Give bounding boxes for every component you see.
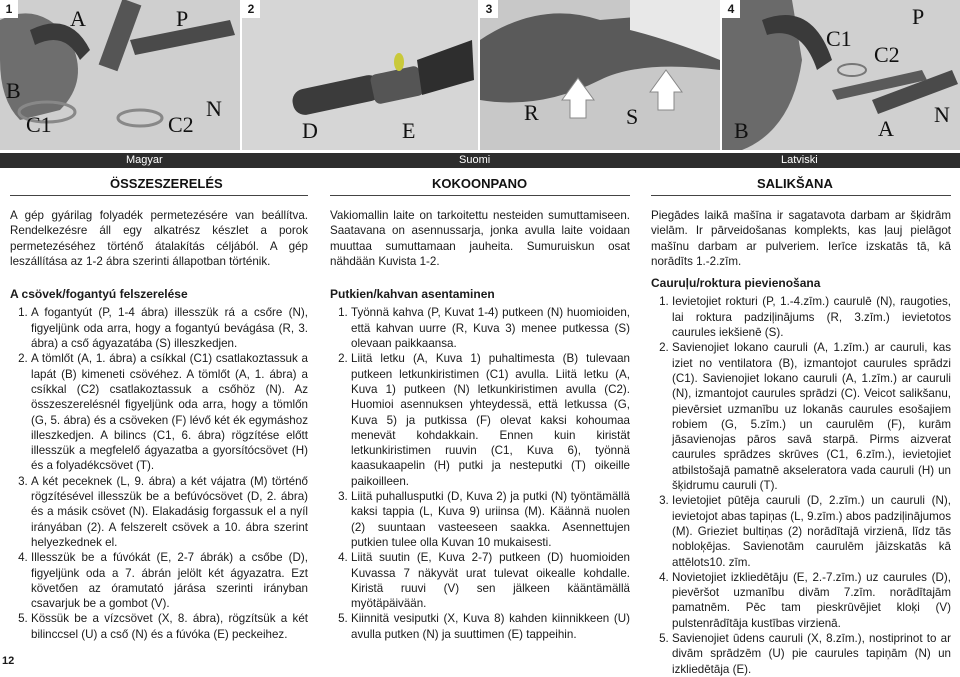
- column-finnish: [330, 208, 630, 642]
- figure-label-s: S: [626, 104, 639, 129]
- title-rule: [10, 195, 308, 196]
- assembly-steps: [330, 305, 630, 642]
- figure-label-c2: C2: [874, 42, 900, 67]
- figure-4-illustration: [722, 0, 960, 150]
- column-latvian: [651, 208, 951, 677]
- step-item: 4. Novietojiet izkliedētāju (E, 2.-7.zīm.) uz caurules (D), pievēršot uzmanību divām 7.zīm. norādītajām pamatnēm. Pēc tam pieskrūvējiet kloķi (V) pulstenrādītāja kustības virzienā.: [672, 570, 951, 631]
- step-item: 1. Työnnä kahva (P, Kuvat 1-4) putkeen (N) huomioiden, että kahvan uurre (R, Kuva 3) menee putkessa (S) olevaan paikkaansa.: [351, 305, 630, 351]
- figure-2-illustration: [242, 0, 478, 150]
- subheading: A csövek/fogantyú felszerelése: [10, 287, 188, 302]
- figure-label-r: R: [524, 100, 539, 125]
- figure-number: 4: [722, 0, 740, 18]
- language-label-latvian: Latviski: [781, 154, 818, 166]
- intro-paragraph: A gép gyárilag folyadék permetezésére van beállítva. Rendelkezésre áll egy alkatrész készlet a porok permetezéséhez történő átalakítás céljából. A gép leszállítása az 1-2 ábra szerinti állapotban történik.: [10, 209, 308, 268]
- figure-label-n: N: [206, 96, 222, 121]
- language-header-bar: [0, 153, 960, 168]
- step-item: 3. Liitä puhallusputki (D, Kuva 2) ja putki (N) työntämällä kaksi tappia (L, Kuva 9) uriinsa (M). Käännä nuolen (2) suuntaan vasteeseen saakka. Asennettujen putkien tulee olla Kuvan 10 mukaisesti.: [351, 489, 630, 550]
- title-rule: [651, 195, 951, 196]
- language-label-finnish: Suomi: [459, 154, 491, 166]
- step-item: 4. Liitä suutin (E, Kuva 2-7) putkeen (D) huomioiden Kuvassa 7 näkyvät urat tulevat oikealle kohdalle. Kiristä ruuvi (V) sen jälkeen kääntämällä myötäpäivään.: [351, 550, 630, 611]
- figure-3-illustration: [480, 0, 720, 150]
- figure-label-c2: C2: [168, 112, 194, 137]
- language-label-hungarian: Magyar: [126, 154, 163, 166]
- figure-label-a: A: [70, 6, 86, 31]
- figure-label-b: B: [6, 78, 21, 103]
- step-item: 3. A két peceknek (L, 9. ábra) a két vájatra (M) történő rögzítésével illesszük be a befúvócsövet (D, 2. ábra) és a másik csövet (N). Elakadásig forgassuk el a nyíl irányában (2). A felszerelt csövek a 10. ábra szerint helyezkednek el.: [31, 474, 308, 550]
- intro-paragraph: Piegādes laikā mašīna ir sagatavota darbam ar šķidrām vielām. Ir pārveidošanas komplekts, kas ļauj pielāgot mašīnu darbam ar pulveriem. Ierīce izskatās tā, kā norādīts 1.-2.zīm.: [651, 209, 951, 268]
- step-item: 2. Liitä letku (A, Kuva 1) puhaltimesta (B) tulevaan putkeen letkunkiristimen (C1) avulla. Liitä letku (A, Kuva 1) putkeen (N) letkunkiristimen avulla (C2). Huomioi asennuksen yhteydessä, että letkussa (G, Kuva 5) ja putkissa (F) olevat kaksi kohoumaa menevät kohdakkain. Ennen kuin kiristät letkunkiristimen ruuvin (C1, Kuva 6), työnnä kaasukaapelin (H) putki ja nesteputki (T) oikeille paikoilleen.: [351, 351, 630, 489]
- figure-1: [0, 0, 242, 150]
- step-item: 5. Kiinnitä vesiputki (X, Kuva 8) kahden kiinnikkeen (U) avulla putken (N) ja suuttimen (E) tappeihin.: [351, 611, 630, 642]
- section-title-finnish: KOKOONPANO: [432, 176, 528, 191]
- column-hungarian: [10, 208, 308, 642]
- figure-4: [722, 0, 960, 150]
- figure-number: 2: [242, 0, 260, 18]
- intro-paragraph: Vakiomallin laite on tarkoitettu nesteiden sumuttamiseen. Saatavana on asennussarja, jonka avulla laite voidaan muuttaa sumuttamaan jauheita. Sumuruiskun osat nähdään Kuvista 1-2.: [330, 209, 630, 268]
- step-item: 4. Illesszük be a fúvókát (E, 2-7 ábrák) a csőbe (D), figyeljünk oda a 7. ábrán jelölt két ágyazatra. Ezt követően az óramutató járása szerinti irányban csavarjuk be a gombot (V).: [31, 550, 308, 611]
- assembly-steps: [10, 305, 308, 642]
- figure-label-c1: C1: [26, 112, 52, 137]
- section-title-latvian: SALIKŠANA: [757, 176, 833, 191]
- figure-label-p: P: [912, 4, 925, 29]
- step-item: 1. Ievietojiet rokturi (P, 1.-4.zīm.) caurulē (N), raugoties, lai roktura padziļinājums (R, 3.zīm.) ievietotos caurules iekšienē (S).: [672, 294, 951, 340]
- figure-label-c1: C1: [826, 26, 852, 51]
- figure-label-p: P: [176, 6, 189, 31]
- step-item: 1. A fogantyút (P, 1-4 ábra) illesszük rá a csőre (N), figyeljünk oda arra, hogy a fogantyú bevágása (R, 3. ábra) a cső ágyazatába (S) illeszkedjen.: [31, 305, 308, 351]
- title-rule: [330, 195, 630, 196]
- figure-number: 1: [0, 0, 18, 18]
- step-item: 2. Savienojiet lokano cauruli (A, 1.zīm.) ar cauruli, kas iziet no ventilatora (B), izmantojot caurules sprādzi (C1). Savienojiet lokano cauruli (A, 1.zīm.) ar cauruli (N), izmantojot caurules sprādzi (C). Veicot salikšanu, pievērsiet uzmanību uz lokanās caurules esošajiem robiem (G, 5.zīm.) un caurulēm (F), kurām jāsavienojas pāros savā starpā. Pirms aizverat caurules sprādzes skrūves (C1, 6.zīm.), ievietojiet atbilstošajā pamatnē akseleratora vada cauruli (H) un šķidrumu cauruli (T).: [672, 340, 951, 493]
- step-item: 3. Ievietojiet pūtēja cauruli (D, 2.zīm.) un cauruli (N), ievietojot abas tapiņas (L, 9.zīm.) abos padziļinājumos (M). Grieziet bultiņas (2) norādītajā virzienā, līdz tās nobloķējas. Savienotām caurulēm jāizskatās kā attēlots10. zīm.: [672, 493, 951, 569]
- figure-label-e: E: [402, 118, 416, 143]
- figure-number: 3: [480, 0, 498, 18]
- figure-2: [242, 0, 480, 150]
- assembly-steps: [651, 294, 951, 676]
- subheading: Cauruļu/roktura pievienošana: [651, 276, 821, 291]
- section-title-hungarian: ÖSSZESZERELÉS: [110, 176, 223, 191]
- step-item: 5. Kössük be a vízcsövet (X, 8. ábra), rögzítsük a két bilinccsel (U) a cső (N) és a fúvóka (E) peckeihez.: [31, 611, 308, 642]
- figure-label-a: A: [878, 116, 894, 141]
- step-item: 5. Savienojiet ūdens cauruli (X, 8.zīm.), nostiprinot to ar divām sprādzēm (U) pie caurules tapiņām (N) un izkliedētāja (E).: [672, 631, 951, 677]
- figure-strip: [0, 0, 960, 150]
- figure-label-b: B: [734, 118, 749, 143]
- figure-label-n: N: [934, 102, 950, 127]
- figure-label-d: D: [302, 118, 318, 143]
- step-item: 2. A tömlőt (A, 1. ábra) a csíkkal (C1) csatlakoztassuk a lapát (B) kimeneti csövéhez. A tömlőt (A, 1. ábra) a csíkkal (C2) csatlakoztassuk a csőhöz (N). Az összeszerelésnél figyeljünk oda arra, hogy a tömlőn (G, 5. ábra) és a csöveken (F) lévő két ék egymáshoz illeszkedjen. A bilincs (C1, 6. ábra) rögzítése előtt illesszük a megfelelő ágyazatba a gyorsítócsövet (H) és a folyadékcsövet (T).: [31, 351, 308, 473]
- figure-3: [480, 0, 722, 150]
- subheading: Putkien/kahvan asentaminen: [330, 287, 495, 302]
- page-number: 12: [2, 655, 15, 667]
